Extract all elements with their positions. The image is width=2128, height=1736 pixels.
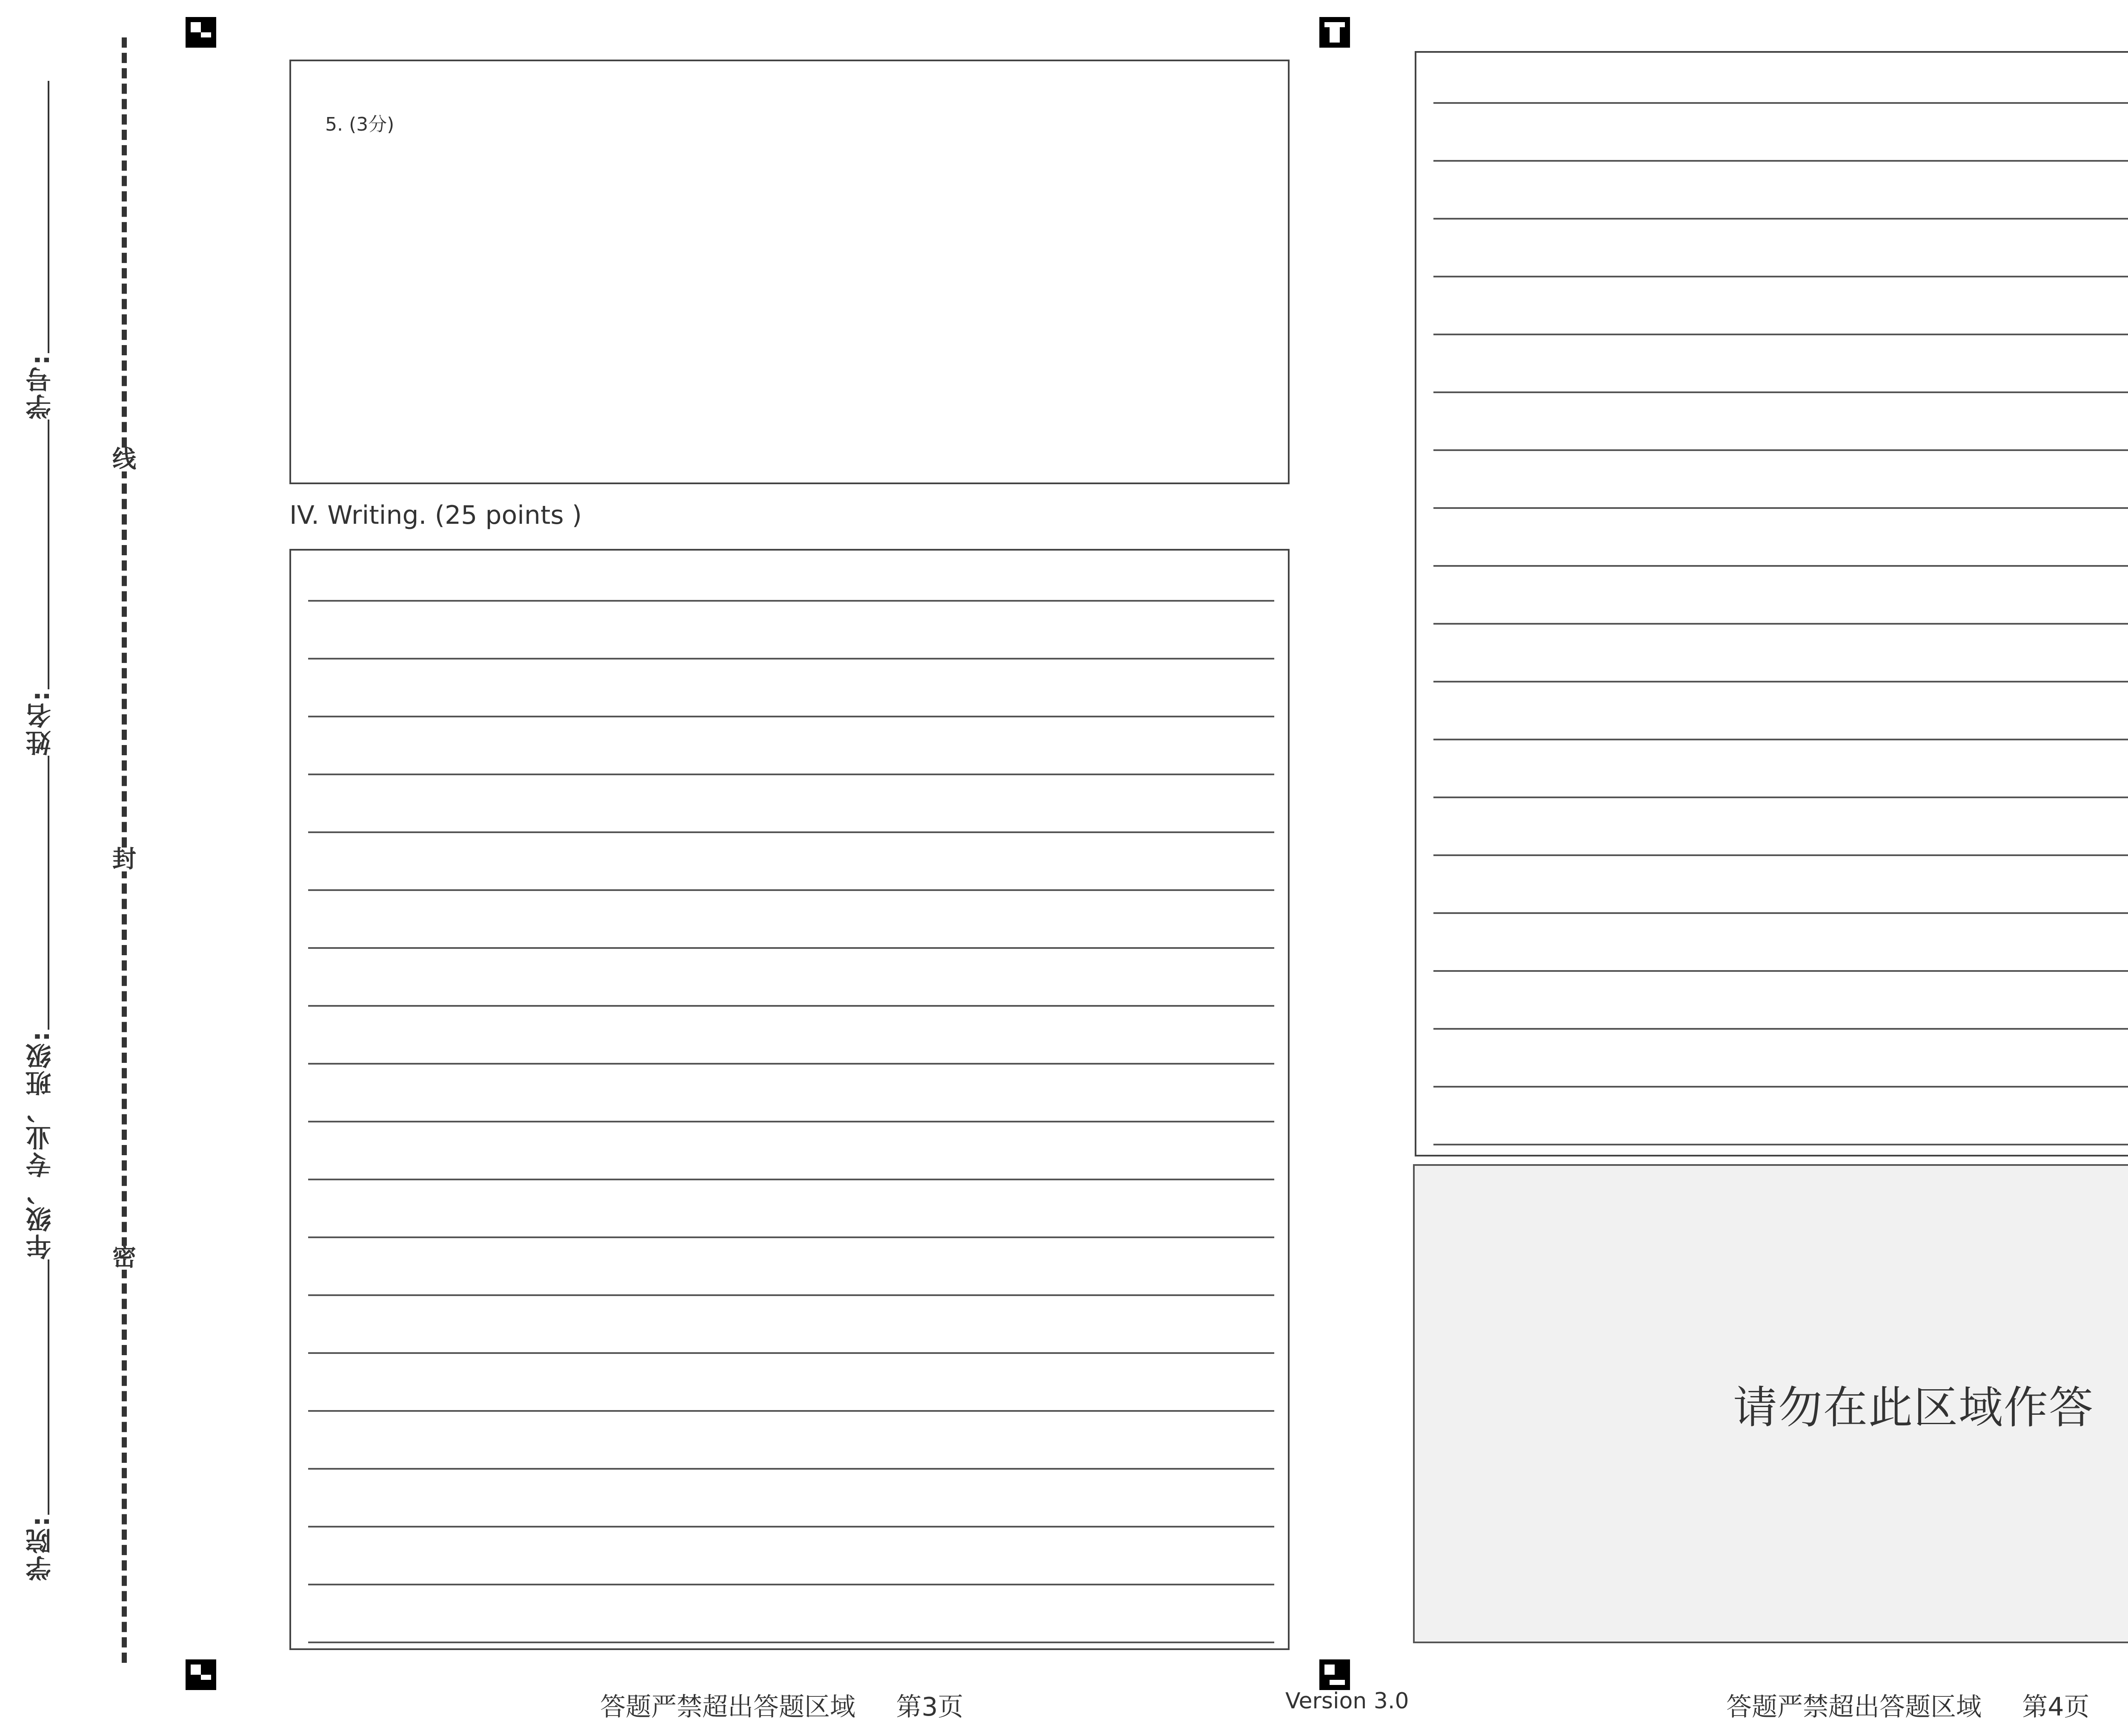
writing-line (308, 1236, 1274, 1238)
writing-line (1433, 507, 2128, 509)
writing-line (1433, 970, 2128, 972)
writing-answer-box-left[interactable] (289, 549, 1290, 1650)
version-label: Version 3.0 (1285, 1688, 1409, 1714)
alignment-marker-top-left (186, 17, 216, 48)
field-label-student-id: 学号: (22, 353, 59, 420)
question-5-label: 5. (3分) (325, 114, 395, 135)
field-underline (48, 81, 49, 1553)
question-5-answer-box[interactable] (289, 60, 1290, 484)
writing-line (308, 1584, 1274, 1585)
writing-line (308, 1642, 1274, 1643)
writing-line (308, 1526, 1274, 1528)
writing-line (308, 1121, 1274, 1122)
writing-line (1433, 565, 2128, 567)
writing-line (1433, 623, 2128, 625)
writing-line (308, 1063, 1274, 1065)
writing-line (308, 831, 1274, 833)
alignment-marker-bottom-left (186, 1659, 216, 1690)
writing-line (1433, 449, 2128, 451)
no-answer-text: 请勿在此区域作答 (1733, 1382, 2094, 1433)
writing-line (1433, 1144, 2128, 1145)
field-label-name: 姓名: (22, 689, 59, 756)
writing-line (308, 716, 1274, 717)
writing-line (308, 889, 1274, 891)
writing-line (1433, 334, 2128, 335)
writing-line (308, 658, 1274, 660)
writing-line (308, 1468, 1274, 1470)
seal-char-mi: 密 (112, 1244, 136, 1271)
writing-line (1433, 160, 2128, 162)
writing-line (308, 1179, 1274, 1180)
writing-line (308, 774, 1274, 775)
writing-line (1433, 797, 2128, 798)
writing-section-title: IV. Writing. (25 points ) (289, 500, 582, 530)
writing-line (308, 947, 1274, 949)
writing-line (308, 1352, 1274, 1354)
footer-page-4: 答题严禁超出答题区域 第4页 (1726, 1692, 2090, 1722)
writing-line (1433, 1028, 2128, 1030)
alignment-marker-bottom-center (1319, 1659, 1350, 1690)
writing-line (308, 1410, 1274, 1412)
seal-char-xian: 线 (112, 445, 136, 473)
writing-line (1433, 681, 2128, 682)
writing-line (1433, 276, 2128, 277)
writing-line (1433, 912, 2128, 914)
writing-answer-box-right[interactable] (1415, 51, 2128, 1156)
writing-line (308, 600, 1274, 602)
writing-line (1433, 1086, 2128, 1088)
seal-char-feng: 封 (112, 845, 136, 873)
writing-line (308, 1294, 1274, 1296)
field-label-grade-major-class: 年级、专业、班级: (22, 1030, 59, 1259)
writing-line (1433, 739, 2128, 740)
no-answer-zone (1413, 1164, 2128, 1643)
footer-page-3: 答题严禁超出答题区域 第3页 (600, 1692, 964, 1722)
alignment-marker-top-center (1319, 17, 1350, 48)
writing-line (1433, 218, 2128, 220)
writing-line (1433, 854, 2128, 856)
writing-line (308, 1005, 1274, 1007)
field-label-college: 学院: (22, 1515, 59, 1581)
writing-line (1433, 102, 2128, 104)
writing-line (1433, 391, 2128, 393)
